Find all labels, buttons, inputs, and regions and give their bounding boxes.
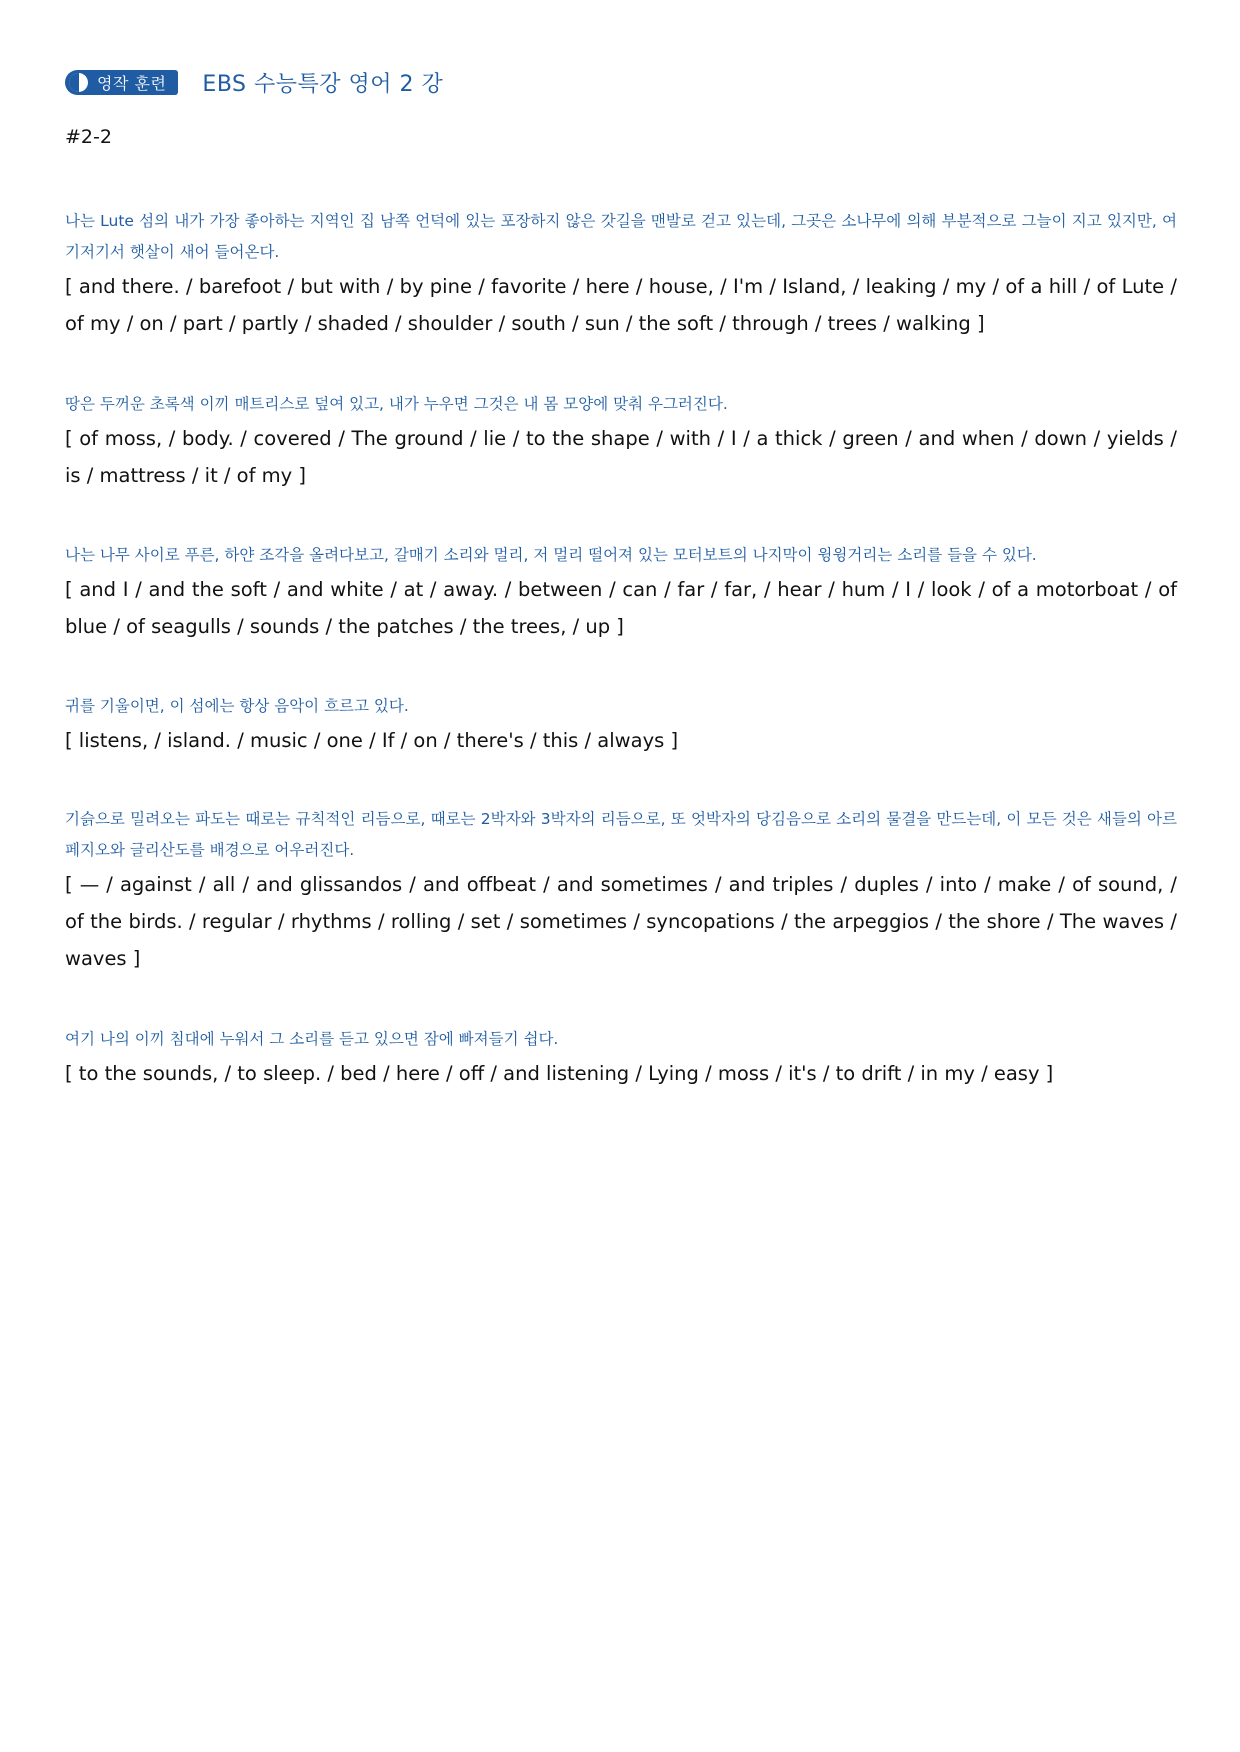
word-bank: [ and there. / barefoot / but with / by pine / favorite / here / house, / I'm / Island, / leaking / my / of a hill / of Lute / of my / on / part / partly / shaded / shoulder / south / sun / the soft / through / trees / walking ]: [65, 275, 1177, 335]
exercise-list: [65, 206, 1177, 1092]
word-bank: [ and I / and the soft / and white / at / away. / between / can / far / far, / hear / hum / I / look / of a motorboat / of blue / of seagulls / sounds / the patches / the trees, / up ]: [65, 578, 1177, 638]
word-bank: [ listens, / island. / music / one / If / on / there's / this / always ]: [65, 729, 679, 752]
page-title: EBS 수능특강 영어 2 강: [202, 71, 444, 97]
worksheet-header: [65, 64, 443, 100]
korean-prompt: 기슭으로 밀려오는 파도는 때로는 규칙적인 리듬으로, 때로는 2박자와 3박자의 리듬으로, 또 엇박자의 당김음으로 소리의 물결을 만드는데, 이 모든 것은 새들의 아르페지오와 글리산도를 배경으로 어우러진다.: [65, 810, 1177, 859]
exercise-type-badge: [65, 70, 178, 95]
korean-prompt: 땅은 두꺼운 초록색 이끼 매트리스로 덮여 있고, 내가 누우면 그것은 내 몸 모양에 맞춰 우그러진다.: [65, 395, 728, 413]
exercise-item: [65, 691, 1177, 759]
word-bank: [ to the sounds, / to sleep. / bed / here / off / and listening / Lying / moss / it's / to drift / in my / easy ]: [65, 1062, 1054, 1085]
exercise-item: [65, 389, 1177, 494]
korean-prompt: 귀를 기울이면, 이 섬에는 항상 음악이 흐르고 있다.: [65, 697, 409, 715]
exercise-item: [65, 206, 1177, 342]
korean-prompt: 나는 나무 사이로 푸른, 하얀 조각을 올려다보고, 갈매기 소리와 멀리, 저 멀리 떨어져 있는 모터보트의 나지막이 윙윙거리는 소리를 들을 수 있다.: [65, 546, 1037, 564]
korean-prompt: 나는 Lute 섬의 내가 가장 좋아하는 지역인 집 남쪽 언덕에 있는 포장하지 않은 갓길을 맨발로 걷고 있는데, 그곳은 소나무에 의해 부분적으로 그늘이 지고 있지만, 여기저기서 햇살이 새어 들어온다.: [65, 212, 1177, 261]
section-number: #2-2: [65, 126, 112, 148]
half-moon-icon: [69, 73, 88, 92]
word-bank: [ — / against / all / and glissandos / and offbeat / and sometimes / and triples / duples / into / make / of sound, / of the birds. / regular / rhythms / rolling / set / sometimes / syncopations / the arpeggios / the shore / The waves / waves ]: [65, 873, 1177, 970]
korean-prompt: 여기 나의 이끼 침대에 누워서 그 소리를 듣고 있으면 잠에 빠져들기 쉽다.: [65, 1030, 559, 1048]
exercise-item: [65, 804, 1177, 977]
word-bank: [ of moss, / body. / covered / The ground / lie / to the shape / with / I / a thick / green / and when / down / yields / is / mattress / it / of my ]: [65, 427, 1177, 487]
exercise-item: [65, 1024, 1177, 1092]
badge-label: 영작 훈련: [97, 73, 167, 93]
exercise-item: [65, 540, 1177, 645]
